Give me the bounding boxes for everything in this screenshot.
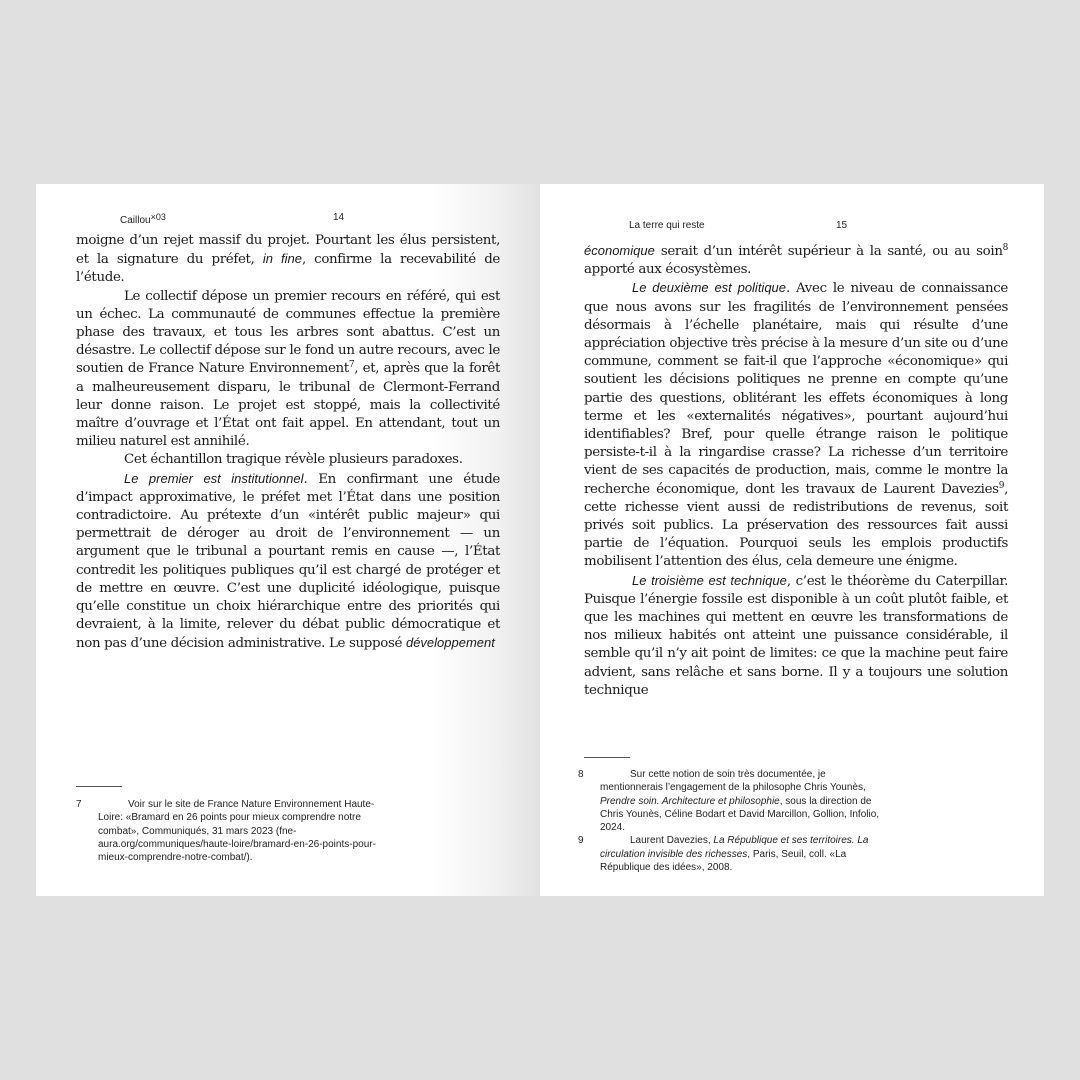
italic-lead: Le premier est institutionnel: [124, 470, 304, 486]
running-title: La terre qui reste: [629, 220, 705, 231]
footnotes: [76, 798, 388, 864]
footnote-text: Voir sur le site de France Nature Environnement Haute-Loire: «Bramard en 26 points pour mieux comprendre notre combat», Communiqués, 31 mars 2023 (fne-aura.org/communiques/haute-loire/bramard-en-26-points-pour-mieux-comprendre-notre-combat/).: [98, 799, 376, 864]
footnote-ref[interactable]: 7: [348, 360, 355, 371]
paragraph: [584, 242, 1008, 279]
paragraph: [584, 279, 1008, 571]
footnote: [578, 834, 890, 874]
text: , Paris, Seuil, coll. «La République des idées», 2008.: [600, 848, 847, 874]
footnote: [578, 768, 890, 834]
paragraph: [584, 572, 1008, 700]
paragraph: [76, 470, 500, 654]
footnote: [76, 798, 388, 864]
footnote-ref[interactable]: 8: [1002, 243, 1008, 253]
text: , sous la direction de Chris Younès, Céline Bodart et David Marcillon, Gollion, Infolio, 2024.: [600, 795, 880, 834]
footnote-text: [600, 834, 890, 874]
text: moigne d’un rejet massif du projet. Pourtant les élus persistent, et la signature du préfet,: [76, 233, 500, 268]
text: . En confirmant une étude d’impact approximative, le préfet met l’État dans une position contradictoire. Au prétexte d’un «intérêt public majeur» qui permettrait de déroger au droit de l’environnement — un argument que le tribunal a pourtant remis en cause —, l’État contredit les politiques publiques qu’il est chargé de protéger et de mettre en œuvre. C’est une duplicité idéologique, puisque qu’elle constitue un choix hiérarchique entre des priorités qui devraient, à la limite, relever du débat public démocratique et non pas d’une décision administrative. Le supposé: [76, 471, 500, 652]
text: Sur cette notion de soin très documentée, je mentionnerais l’engagement de la philosophe Chris Younès,: [600, 769, 866, 794]
text: , confirme la recevabilité de l’étude.: [76, 252, 500, 286]
page-number: 15: [836, 220, 848, 231]
text: Cet échantillon tragique révèle plusieurs paradoxes.: [124, 452, 463, 468]
text: apporté aux écosystèmes.: [584, 262, 752, 278]
body-text: [76, 232, 500, 654]
paragraph: [76, 232, 500, 288]
footnote-text: [600, 768, 890, 834]
body-text: [584, 242, 1008, 700]
footnote-rule: [76, 786, 122, 787]
running-title-text: Caillou: [120, 215, 151, 226]
footnote-number: 7: [76, 799, 82, 810]
text: , cette richesse vient aussi de redistributions de revenus, soit privés soit publics. La préservation des ressources fait aussi partie de l’équation. Pourquoi seuls les emplois productifs mobilisent l’attention des élus, cela demeure une énigme.: [584, 481, 1008, 570]
left-page: [36, 184, 540, 896]
footnotes: [578, 768, 890, 874]
italic-lead: Le troisième est technique: [632, 572, 787, 588]
running-title-superscript: ×03: [150, 212, 166, 222]
footnote-number: 8: [578, 769, 584, 780]
text: , c’est le théorème du Caterpillar. Puisque l’énergie fossile est disponible à un coût plutôt faible, et que les machines qui mettent en œuvre les transformations de nos milieux habités ont atteint une puissance considérable, il semble qu’il n’y ait point de limites: ce que la machine peut faire advient, sans relâche et sans borne. Il y a toujours une solution technique: [584, 573, 1008, 698]
page-number: 14: [333, 212, 345, 223]
footnote-ref[interactable]: 9: [998, 480, 1005, 491]
italic-text: in fine: [262, 251, 302, 267]
italic-text: développement: [405, 635, 495, 651]
italic-title: La République et ses territoires. La circulation invisible des richesses: [600, 835, 869, 860]
text: , et, après que la forêt a malheureusement disparu, le tribunal de Clermont-Ferrand leur donne raison. Le projet est stoppé, mais la collectivité maître d’ouvrage et l’État ont fait appel. En attendant, tout un milieu naturel est annihilé.: [76, 361, 500, 450]
text: Laurent Davezies,: [630, 835, 714, 847]
paragraph: [76, 451, 500, 469]
right-page: [540, 184, 1044, 896]
paragraph: [76, 288, 500, 452]
footnote-rule: [584, 757, 630, 758]
text: Le collectif dépose un premier recours en référé, qui est un échec. La communauté de communes effectue la première phase des travaux, et tous les arbres sont abattus. C’est un désastre. Le collectif dépose sur le fond un autre recours, avec le soutien de France Nature Environnement: [76, 288, 500, 377]
text: . Avec le niveau de connaissance que nous avons sur les fragilités de l’environnement pensées désormais à l’échelle planétaire, mais qui résulte d’une appréciation objective très précise à la mesure d’un site ou d’une commune, comment se fait-il que l’approche «économique» qui soutient les décisions politiques ne prenne en compte qu’une partie des questions, oblitérant les effets économiques à long terme et les «externalités négatives», pourtant aujourd’hui identifiables? Bref, pour quelle étrange raison le politique persiste-t-il à la ringardise crasse? La richesse d’un territoire vient de ses capacités de production, mais, comme le montre la recherche économique, dont les travaux de Laurent Davezies: [584, 281, 1008, 497]
italic-text: économique: [584, 243, 655, 258]
footnote-number: 9: [578, 835, 584, 847]
italic-lead: Le deuxième est politique: [632, 280, 787, 296]
text: serait d’un intérêt supérieur à la santé, ou au soin: [654, 244, 1003, 259]
italic-title: Prendre soin. Architecture et philosophie: [600, 795, 780, 807]
running-title: [120, 212, 166, 226]
